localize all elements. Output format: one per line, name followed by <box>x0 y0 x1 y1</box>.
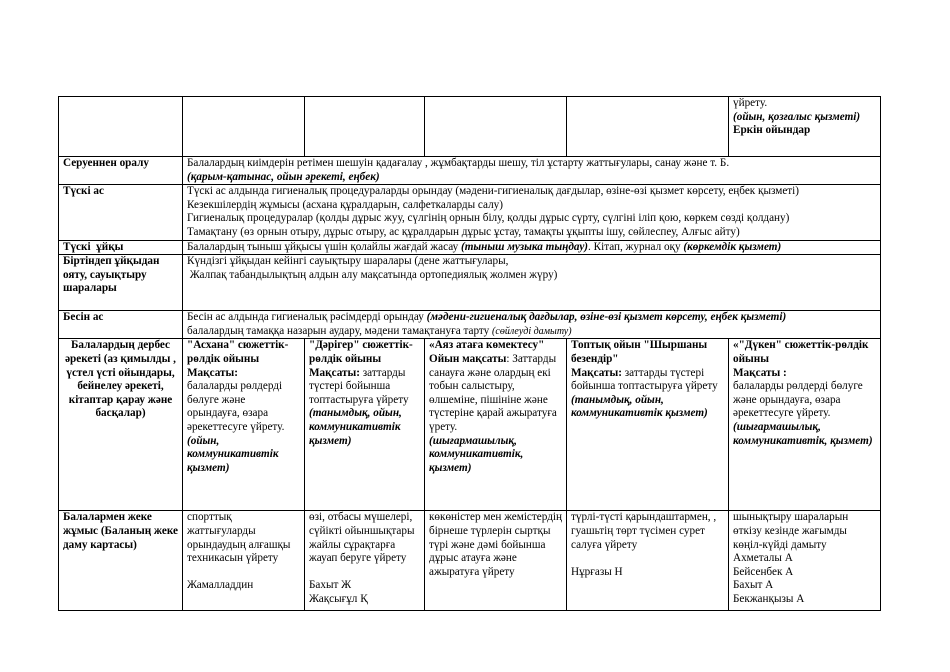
activity-3-note: (шығармашылық, коммуникативтік, қызмет) <box>429 434 524 474</box>
individual-1-text: спорттық жаттығуларды орындаудың алғашқы техникасын үйрету <box>187 511 291 565</box>
row-walk-return <box>59 157 881 185</box>
row-individual-label: Балалармен жеке жұмыс (Баланың жеке даму картасы) <box>59 511 183 611</box>
row-activity-label: Балалардың дербес әрекеті (аз қимылды , үстел үсті ойындары, бейнелеу әрекеті, кітаптар қарау және басқалар) <box>59 339 183 511</box>
activity-cell-5 <box>729 339 881 511</box>
individual-cell-4 <box>567 511 729 611</box>
snack-note: (мәдени-гигиеналық дағдылар, өзіне-өзі қызмет көрсету, еңбек қызметі) <box>426 311 787 324</box>
activity-1-note: (ойын, коммуникативтік қызмет) <box>187 434 279 474</box>
individual-5-text: шынықтыру шараларын өткізу кезінде жағымды көңіл-күйді дамыту <box>733 511 849 551</box>
activity-cell-1 <box>183 339 305 511</box>
lunch-line-2: Кезекшілердің жұмысы (асхана құралдарын, салфеткаларды салу) <box>187 198 503 211</box>
individual-5-name-2: Бейсенбек А <box>733 565 794 578</box>
activity-2-title: "Дәрігер" сюжеттік-рөлдік ойыны <box>309 339 413 365</box>
individual-cell-1 <box>183 511 305 611</box>
individual-cell-5 <box>729 511 881 611</box>
individual-5-name-4: Бекжанқызы А <box>733 592 805 605</box>
activity-4-goal-label: Мақсаты: <box>571 366 622 379</box>
row-walk-return-content <box>183 157 881 185</box>
nap-text: Балалардың тыныш ұйқысы үшін қолайлы жағдай жасау <box>187 240 461 253</box>
activity-1-title: "Асхана" сюжеттік-рөлдік ойыны <box>187 339 289 365</box>
individual-2-text: өзі, отбасы мүшелері, сүйікті ойыншықтары жайлы сұрақтарға жауап беруге үйрету <box>309 511 415 565</box>
activity-2-goal: заттарды түстері бойынша топтастыруға үйрету <box>309 366 409 406</box>
top-row-cell-3 <box>425 97 567 157</box>
row-nap-label: Түскі ұйқы <box>59 240 183 255</box>
snack-text-2: балалардың тамаққа назарын аудару, мәдени тамақтануға тарту <box>187 324 493 337</box>
row-snack-content <box>183 311 881 339</box>
top-row-label <box>59 97 183 157</box>
row-nap-content <box>183 240 881 255</box>
row-wake <box>59 255 881 311</box>
activity-3-goal: : Заттарды санауға және олардың екі тобын салыстыру, өлшеміне, пішініне және түстеріне қарай ажыратуға үрету. <box>429 352 557 433</box>
individual-1-name-1: Жамалладдин <box>187 579 254 592</box>
row-activity <box>59 339 881 511</box>
top-cell-text: үйрету. <box>733 97 768 109</box>
schedule-page <box>58 96 880 611</box>
row-snack <box>59 311 881 339</box>
individual-3-text: көкөністер мен жемістердің бірнеше түрлерін сыртқы түрі және дәмі бойынша дұрыс атауға және ажыратуға үйрету <box>429 511 562 578</box>
activity-2-goal-label: Мақсаты: <box>309 366 360 379</box>
nap-note-2: (көркемдік қызмет) <box>683 240 782 253</box>
activity-5-title: «"Дүкен" сюжеттік-рөлдік ойыны <box>733 339 869 365</box>
top-cell-note: (ойын, қозғалыс қызметі) <box>733 110 861 123</box>
schedule-table <box>58 96 881 611</box>
row-snack-label: Бесін ас <box>59 311 183 339</box>
individual-4-name-1: Нұрғазы Н <box>571 565 623 578</box>
individual-cell-2 <box>305 511 425 611</box>
row-lunch-content <box>183 185 881 240</box>
activity-5-goal: балаларды рөлдерді бөлуге және орындауға, өзара әрекеттесуге үйрету. <box>733 380 863 420</box>
walk-return-note: (қарым-қатынас, ойын әрекеті, еңбек) <box>187 170 380 183</box>
activity-4-goal: заттарды түстері бойынша топтастыруға үйрету <box>571 366 718 393</box>
snack-note-2: (сөйлеуді дамыту) <box>492 325 572 337</box>
top-row-cell-5 <box>729 97 881 157</box>
top-row-cell-2 <box>305 97 425 157</box>
activity-cell-2 <box>305 339 425 511</box>
activity-1-goal-label: Мақсаты: <box>187 366 238 379</box>
snack-text: Бесін ас алдында гигиеналық рәсімдерді орындау <box>187 311 427 324</box>
row-nap <box>59 240 881 255</box>
activity-cell-3 <box>425 339 567 511</box>
lunch-line-1: Түскі ас алдында гигиеналық процедураларды орындау (мәдени-гигиеналық дағдылар, өзіне-өзі қызмет көрсету, еңбек қызметі) <box>187 185 800 198</box>
activity-cell-4 <box>567 339 729 511</box>
row-walk-return-label: Серуеннен оралу <box>59 157 183 185</box>
top-cell-games: Еркін ойындар <box>733 124 811 137</box>
activity-4-note: (танымдық, ойын, коммуникативтік қызмет) <box>571 393 708 420</box>
activity-4-title: Топтық ойын "Шыршаны безендір" <box>571 339 708 365</box>
row-lunch <box>59 185 881 240</box>
wake-line-1: Күндізгі ұйқыдан кейінгі сауықтыру шаралары (дене жаттығулары, <box>187 255 509 268</box>
individual-cell-3 <box>425 511 567 611</box>
individual-5-name-3: Бахыт А <box>733 579 774 592</box>
top-row <box>59 97 881 157</box>
activity-5-goal-label: Мақсаты : <box>733 366 787 379</box>
walk-return-text: Балалардың киімдерін ретімен шешуін қадағалау , жұмбақтарды шешу, тіл ұстарту жаттығулары, санау және т. Б. <box>187 157 730 169</box>
row-individual <box>59 511 881 611</box>
activity-2-note: (танымдық, ойын, коммуникативтік қызмет) <box>309 407 402 447</box>
nap-note: (тыныш музыка тыңдау) <box>460 240 589 253</box>
row-lunch-label: Түскі ас <box>59 185 183 240</box>
top-row-cell-1 <box>183 97 305 157</box>
lunch-line-3: Гигиеналық процедуралар (қолды дұрыс жуу, сүлгінің орнын білу, қолды дұрыс сүрту, сүлгіні іліп қою, көркем сөзді қолдану) <box>187 212 790 225</box>
activity-1-goal: балаларды рөлдерді бөлуге және орындауға, өзара әрекеттесуге үйрету. <box>187 380 285 433</box>
top-row-cell-4 <box>567 97 729 157</box>
individual-2-name-1: Бахыт Ж <box>309 579 352 592</box>
activity-5-note: (шығармашылық, коммуникативтік, қызмет) <box>733 420 873 447</box>
activity-3-title: «Аяз атаға көмектесу" <box>429 339 545 352</box>
lunch-line-4: Тамақтану (өз орнын отыру, дұрыс отыру, ас құралдарын дұрыс ұстау, тамақты ұқыпты ішу, сөйлеспеу, Алғыс айту) <box>187 225 740 238</box>
individual-4-text: түрлі-түсті қарындаштармен, , гуашьтің төрт түсімен сурет салуға үйрету <box>571 511 717 551</box>
nap-text-2: . Кітап, журнал оқу <box>588 240 684 253</box>
individual-5-name-1: Ахметалы А <box>733 552 793 565</box>
activity-3-goal-label: Ойын мақсаты <box>429 352 507 365</box>
individual-2-name-2: Жақсығұл Қ <box>309 592 368 605</box>
row-wake-content <box>183 255 881 311</box>
row-wake-label: Біртіндеп ұйқыдан ояту, сауықтыру шаралары <box>59 255 183 311</box>
wake-line-2: Жалпақ табандылықтың алдын алу мақсатында ортопедиялық жолмен жүру) <box>187 268 558 281</box>
